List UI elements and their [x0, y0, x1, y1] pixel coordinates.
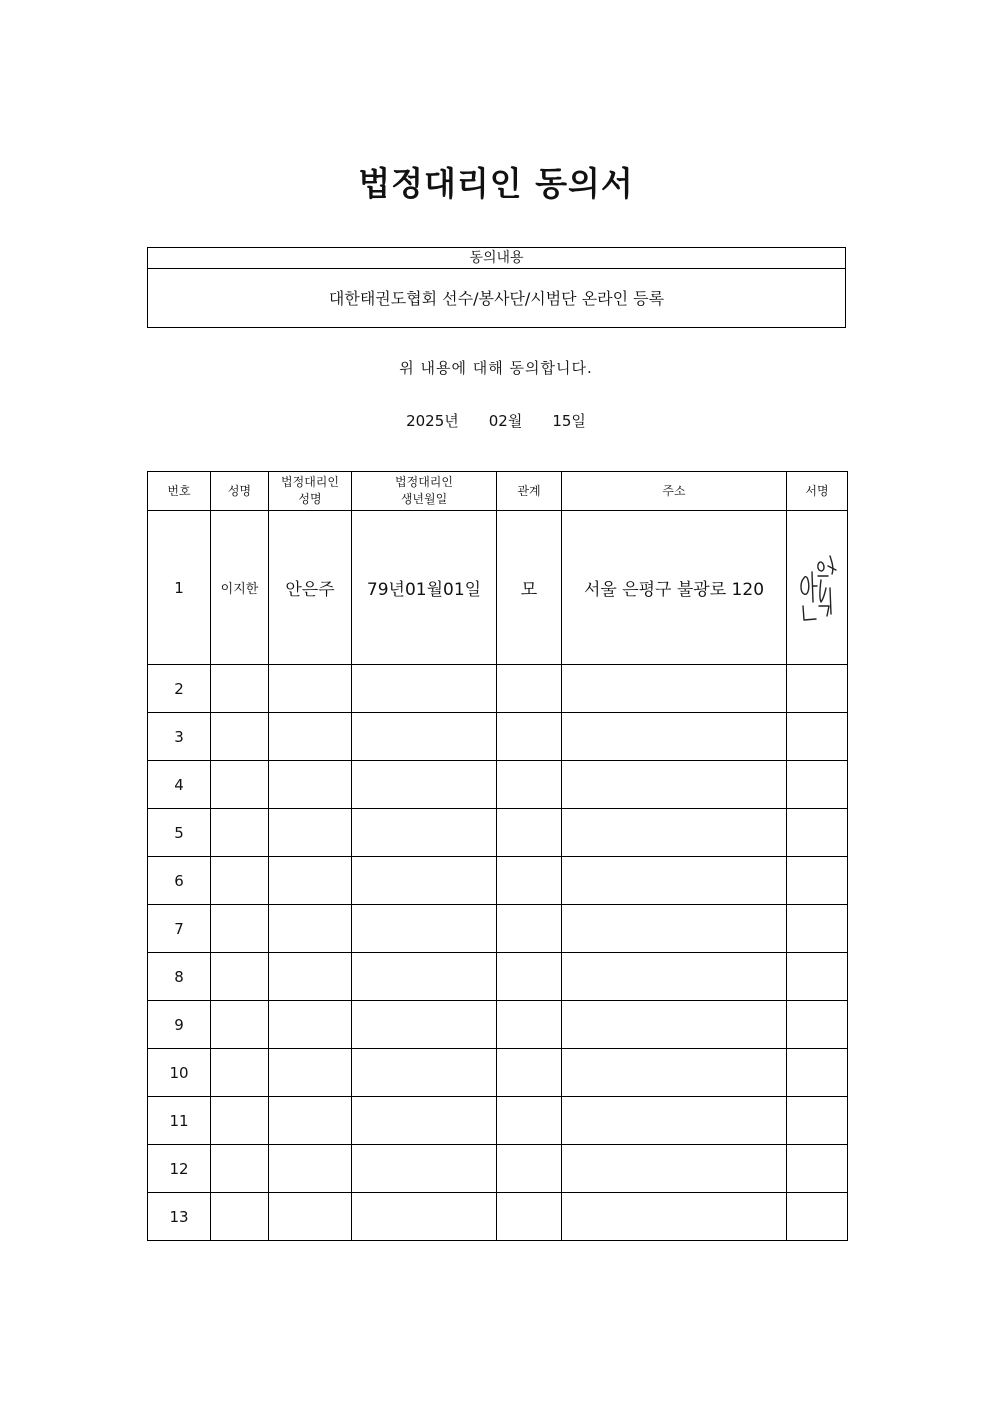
cell-name	[211, 1049, 269, 1097]
table-body	[148, 511, 848, 1241]
header-signature: 서명	[787, 472, 848, 511]
cell-name	[211, 713, 269, 761]
header-guardian-birth-l1: 법정대리인	[395, 475, 453, 489]
header-relation: 관계	[497, 472, 562, 511]
header-no: 번호	[148, 472, 211, 511]
cell-address	[562, 761, 787, 809]
cell-no: 8	[148, 953, 211, 1001]
cell-signature	[787, 809, 848, 857]
cell-relation	[497, 761, 562, 809]
cell-guardian-birth	[352, 1049, 497, 1097]
cell-signature	[787, 1193, 848, 1241]
cell-no: 1	[148, 511, 211, 665]
cell-guardian-birth	[352, 1145, 497, 1193]
table-row	[148, 1001, 848, 1049]
cell-signature	[787, 1049, 848, 1097]
cell-signature	[787, 761, 848, 809]
cell-guardian-name	[269, 1001, 352, 1049]
cell-name	[211, 809, 269, 857]
document-title: 법정대리인 동의서	[358, 164, 634, 203]
cell-guardian-birth	[352, 953, 497, 1001]
cell-no: 2	[148, 665, 211, 713]
table-row	[148, 953, 848, 1001]
cell-guardian-name: 안은주	[269, 511, 352, 665]
cell-name	[211, 953, 269, 1001]
cell-guardian-name	[269, 857, 352, 905]
cell-relation	[497, 1097, 562, 1145]
cell-guardian-name	[269, 905, 352, 953]
cell-no: 7	[148, 905, 211, 953]
cell-relation	[497, 713, 562, 761]
date-month: 02월	[488, 412, 523, 430]
cell-guardian-name	[269, 1193, 352, 1241]
date-day: 15일	[552, 412, 586, 430]
cell-signature	[787, 1001, 848, 1049]
cell-signature	[787, 857, 848, 905]
cell-guardian-birth	[352, 905, 497, 953]
cell-guardian-birth	[352, 665, 497, 713]
cell-signature	[787, 511, 848, 665]
cell-guardian-birth	[352, 713, 497, 761]
cell-address	[562, 665, 787, 713]
cell-relation	[497, 665, 562, 713]
header-guardian-name-l2: 성명	[298, 492, 322, 506]
cell-guardian-name	[269, 809, 352, 857]
cell-signature	[787, 1097, 848, 1145]
cell-relation	[497, 1001, 562, 1049]
cell-no: 6	[148, 857, 211, 905]
header-guardian-birth-l2: 생년월일	[400, 492, 448, 506]
cell-address	[562, 953, 787, 1001]
handwritten-signature	[792, 548, 842, 628]
cell-address: 서울 은평구 불광로 120	[562, 511, 787, 665]
cell-no: 5	[148, 809, 211, 857]
cell-no: 10	[148, 1049, 211, 1097]
consent-date	[0, 410, 992, 431]
table-row	[148, 713, 848, 761]
cell-no: 12	[148, 1145, 211, 1193]
table-row	[148, 1097, 848, 1145]
cell-name	[211, 1145, 269, 1193]
table-row	[148, 665, 848, 713]
table-row	[148, 761, 848, 809]
cell-relation	[497, 953, 562, 1001]
header-address: 주소	[562, 472, 787, 511]
cell-relation	[497, 1049, 562, 1097]
consent-header: 동의내용	[148, 248, 845, 269]
cell-relation	[497, 1193, 562, 1241]
cell-no: 9	[148, 1001, 211, 1049]
cell-guardian-name	[269, 1145, 352, 1193]
cell-relation	[497, 1145, 562, 1193]
cell-name	[211, 761, 269, 809]
cell-signature	[787, 1145, 848, 1193]
cell-guardian-birth	[352, 761, 497, 809]
cell-name	[211, 1001, 269, 1049]
cell-relation	[497, 905, 562, 953]
cell-guardian-birth	[352, 1001, 497, 1049]
cell-name	[211, 905, 269, 953]
cell-name	[211, 665, 269, 713]
cell-guardian-name	[269, 665, 352, 713]
cell-address	[562, 713, 787, 761]
cell-no: 11	[148, 1097, 211, 1145]
cell-address	[562, 1049, 787, 1097]
cell-guardian-name	[269, 1049, 352, 1097]
cell-guardian-birth	[352, 857, 497, 905]
cell-no: 4	[148, 761, 211, 809]
cell-relation	[497, 809, 562, 857]
consent-box	[147, 247, 846, 328]
cell-guardian-birth	[352, 809, 497, 857]
table-row	[148, 1049, 848, 1097]
cell-signature	[787, 665, 848, 713]
cell-signature	[787, 713, 848, 761]
cell-name	[211, 1097, 269, 1145]
table-header-row	[148, 472, 848, 511]
cell-address	[562, 857, 787, 905]
cell-no: 13	[148, 1193, 211, 1241]
guardian-table	[147, 471, 848, 1241]
cell-guardian-birth	[352, 1097, 497, 1145]
table-row	[148, 857, 848, 905]
date-year: 2025년	[406, 412, 459, 430]
table-row	[148, 809, 848, 857]
cell-guardian-name	[269, 1097, 352, 1145]
cell-relation	[497, 857, 562, 905]
cell-relation: 모	[497, 511, 562, 665]
header-guardian-name-l1: 법정대리인	[281, 475, 339, 489]
cell-address	[562, 809, 787, 857]
table-row	[148, 1145, 848, 1193]
table-row	[148, 905, 848, 953]
cell-guardian-name	[269, 713, 352, 761]
cell-address	[562, 1097, 787, 1145]
cell-address	[562, 1145, 787, 1193]
header-guardian-name	[269, 472, 352, 511]
cell-address	[562, 1001, 787, 1049]
header-name: 성명	[211, 472, 269, 511]
cell-name: 이지한	[211, 511, 269, 665]
header-guardian-birth	[352, 472, 497, 511]
cell-name	[211, 1193, 269, 1241]
agree-statement: 위 내용에 대해 동의합니다.	[399, 359, 593, 377]
cell-signature	[787, 953, 848, 1001]
cell-address	[562, 1193, 787, 1241]
cell-signature	[787, 905, 848, 953]
table-row	[148, 1193, 848, 1241]
cell-guardian-name	[269, 761, 352, 809]
cell-guardian-birth	[352, 1193, 497, 1241]
cell-address	[562, 905, 787, 953]
cell-guardian-birth: 79년01월01일	[352, 511, 497, 665]
cell-guardian-name	[269, 953, 352, 1001]
consent-body: 대한태권도협회 선수/봉사단/시범단 온라인 등록	[328, 289, 665, 308]
cell-no: 3	[148, 713, 211, 761]
cell-name	[211, 857, 269, 905]
table-row	[148, 511, 848, 665]
